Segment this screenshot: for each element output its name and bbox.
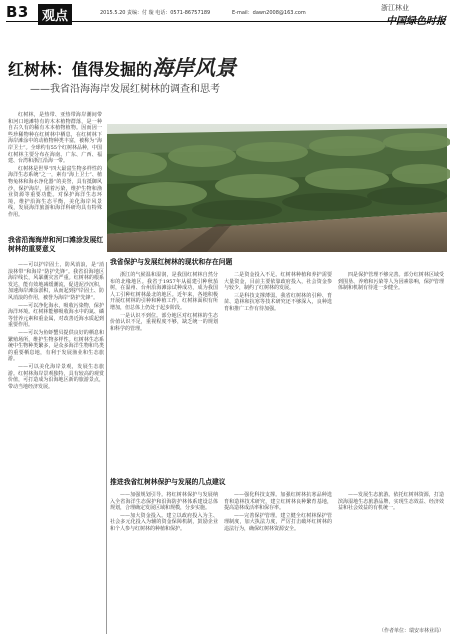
- column-tag: 浙江林业: [381, 4, 409, 12]
- section-1-body: [8, 262, 104, 636]
- editor-email: E-mail：dawn2008@163.com: [232, 10, 306, 16]
- photo-credit: 瑞安市红树林种植基地: [397, 368, 437, 373]
- section-label: 观点: [38, 4, 72, 25]
- mangrove-illustration: [107, 124, 447, 252]
- body-paragraph: ——可以美化海岸景观，发展生态旅游。红树林海岸景观独特，具有较高的观赏价值，可打造成为沿海地区新的旅游景点，带动当地经济发展。: [8, 363, 104, 390]
- body-paragraph: 三是科技支撑薄弱。我省红树林的引种、育苗、造林和抗寒等技术研究还不够深入，良种选育和推广工作有待加强。: [224, 292, 332, 312]
- section-3-col-c: [338, 492, 444, 628]
- section-3-col-b: [224, 492, 332, 636]
- title-script: 海岸风景: [152, 55, 237, 80]
- lead-paragraph: 红树林，是热带、亚热带海岸潮间带和河口地滩特有的木本植物群落，是一种自古久有的稀有木本植物植物。因而因一些珍稀物种在红树林中栖息，在红树林下海岸滩涂中的动植物种类丰富，被称为“海岸卫士”。全球约有55个红树林品种，中国红树林主要分布在海南、广东、广西、福建、台湾和浙江沿海一带。: [8, 112, 102, 165]
- lead-paragraph: 红树林是世界“四大最富生物多样性的海洋生态系统”之一，素有“海上卫士”、植物兔林和海水净化器”的美誉，具有抵御风沙，保护海岸，固着污染，维护生物和渔业资源等重要功能。对保护海洋生态环境，维护沿海生态平衡，美化海岸风景线，发展海洋旅游和海洋科研均具有特殊作用。: [8, 165, 102, 218]
- section-2-col-a: [110, 272, 218, 476]
- page-number: B3: [6, 3, 29, 21]
- body-paragraph: ——强化科技支撑。加强红树林抗寒品种选育和造林技术研究，建立红树林良种繁育基地，提高造林成活率和保存率。: [224, 492, 332, 512]
- section-3-col-a: [110, 492, 218, 636]
- body-paragraph: ——可以为鱼虾蟹贝提供良好的栖息和繁殖场所，维护生物多样性。红树林生态系统中生物种类繁多，是众多海洋生物和鸟类的重要栖息地，有利于发展渔业和生态旅游。: [8, 329, 104, 363]
- page-header: [0, 0, 450, 27]
- article-subtitle: ——我省沿海海岸发展红树林的调查和思考: [30, 84, 220, 95]
- section-2-col-b: [224, 272, 332, 476]
- body-paragraph: ——可以护岸固土，防风消浪，是“消浪林带”和海岸“防护先锋”。我省沿海地区海岸线长，风暴潮灾害严重。红树林的根系发达，能有效地减缓潮流，促进泥沙沉积，加速海岸滩涂淤积，从而起到护岸固土、防风消浪的作用，被誉为海岸“防护先锋”。: [8, 262, 104, 301]
- body-paragraph: ——加强规划引导。将红树林保护与发展纳入全省海洋生态保护和沿海防护林体系建设总体规划，合理确定发展区域和规模，分步实施。: [110, 492, 218, 512]
- section-heading-3: 推进我省红树林保护与发展的几点建议: [110, 478, 226, 486]
- masthead-logo: 中国绿色时报: [386, 16, 446, 27]
- author-line: （作者单位：瑞安市林业局）: [378, 628, 444, 634]
- column-divider: [106, 262, 107, 634]
- body-paragraph: 浙江的气候温和湿润，是我国红树林自然分布的北缘地区。我省于1957年从福建引种秋茄树，在温州、台州沿海滩涂试种成功，成为我国人工引种红树林最北的地区。近年来，各地积极开展红树林的引种和种植工作，红树林面积有所增加，但总体上仍处于起步阶段。: [110, 272, 218, 311]
- body-paragraph: ——完善保护管理。建立健全红树林保护管理制度，加大执法力度，严厉打击破坏红树林的违法行为，确保红树林资源安全。: [224, 512, 332, 532]
- section-heading-1: 我省沿海海岸和河口滩涂发展红树林的重要意义: [8, 236, 104, 253]
- body-paragraph: ——可以净化海水，吸收污染物，保护海洋环境。红树林能够吸收海水中的氮、磷等营养元素和重金属，对改善近海水质起到重要作用。: [8, 302, 104, 329]
- body-paragraph: 二是资金投入不足。红树林种植和养护需要大量资金，目前主要依靠政府投入，社会资金参与较少，制约了红树林的发展。: [224, 272, 332, 292]
- article-title: [8, 52, 236, 82]
- title-plain: 红树林：值得发掘的: [8, 60, 153, 79]
- section-heading-2: 我省保护与发展红树林的现状和存在问题: [110, 258, 233, 266]
- section-2-col-c: [338, 272, 444, 476]
- date-editor-line: 2015.5.20 责编：付 璇 电话：0571-86757189: [100, 10, 211, 16]
- body-paragraph: ——发展生态旅游。依托红树林资源，打造滨海湿地生态旅游品牌，实现生态效益、经济效益和社会效益的有机统一。: [338, 492, 444, 512]
- body-paragraph: 四是保护管理不够完善。部分红树林区域受到围垦、养殖和污染等人为因素影响，保护管理体制和机制有待进一步健全。: [338, 272, 444, 292]
- lead-column: [8, 112, 102, 228]
- body-paragraph: 一是认识不到位。部分地区对红树林的生态价值认识不足，重视程度不够，缺乏统一的规划和科学的管理。: [110, 312, 218, 332]
- body-paragraph: ——加大资金投入。建立以政府投入为主、社会多元化投入为辅的资金保障机制，鼓励企业和个人参与红树林的种植和保护。: [110, 512, 218, 532]
